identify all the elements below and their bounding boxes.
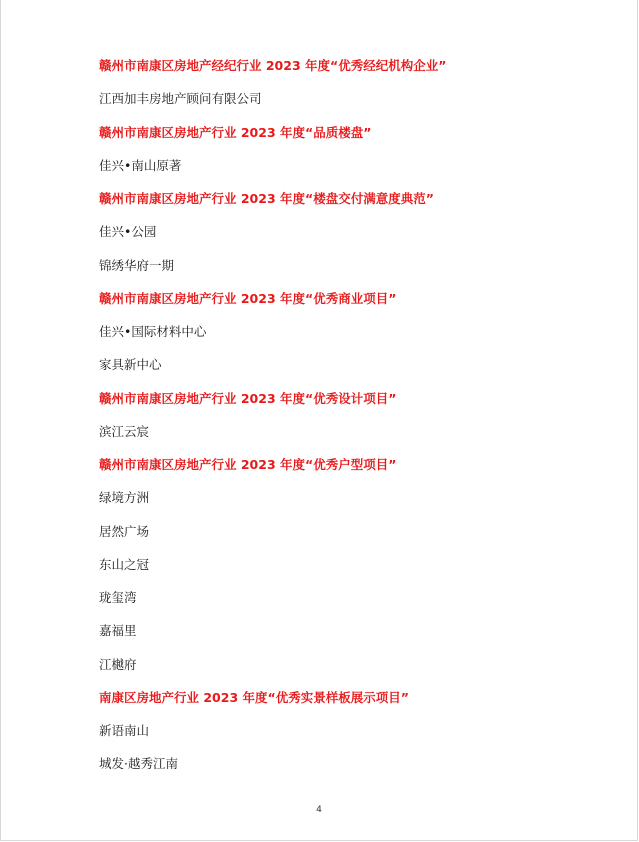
list-item: 家具新中心 bbox=[99, 357, 162, 373]
list-item: 锦绣华府一期 bbox=[99, 257, 175, 273]
list-item: 绿境方洲 bbox=[99, 490, 150, 506]
award-list bbox=[99, 57, 619, 789]
section-heading: 赣州市南康区房地产行业 2023 年度“优秀户型项目” bbox=[99, 457, 397, 472]
list-item: 佳兴•南山原著 bbox=[99, 157, 182, 173]
section-heading: 赣州市南康区房地产行业 2023 年度“品质楼盘” bbox=[99, 124, 372, 140]
page-number: 4 bbox=[316, 805, 322, 815]
list-item: 佳兴•公园 bbox=[99, 224, 157, 240]
section-heading: 赣州市南康区房地产行业 2023 年度“优秀设计项目” bbox=[99, 390, 397, 406]
list-item: 江西加丰房地产顾问有限公司 bbox=[99, 91, 262, 107]
list-item: 新语南山 bbox=[99, 723, 150, 738]
list-item: 佳兴•国际材料中心 bbox=[99, 324, 207, 339]
list-item: 城发·越秀江南 bbox=[99, 756, 178, 772]
list-item: 滨江云宸 bbox=[99, 423, 150, 439]
list-item: 居然广场 bbox=[99, 523, 150, 539]
list-item: 嘉福里 bbox=[99, 623, 137, 639]
list-item: 江樾府 bbox=[99, 656, 137, 672]
list-item: 东山之冠 bbox=[99, 556, 150, 572]
section-heading: 南康区房地产行业 2023 年度“优秀实景样板展示项目” bbox=[99, 689, 409, 705]
section-heading: 赣州市南康区房地产经纪行业 2023 年度“优秀经纪机构企业” bbox=[99, 58, 447, 73]
list-item: 珑玺湾 bbox=[99, 590, 137, 605]
section-heading: 赣州市南康区房地产行业 2023 年度“楼盘交付满意度典范” bbox=[99, 191, 434, 206]
section-heading: 赣州市南康区房地产行业 2023 年度“优秀商业项目” bbox=[99, 290, 397, 306]
